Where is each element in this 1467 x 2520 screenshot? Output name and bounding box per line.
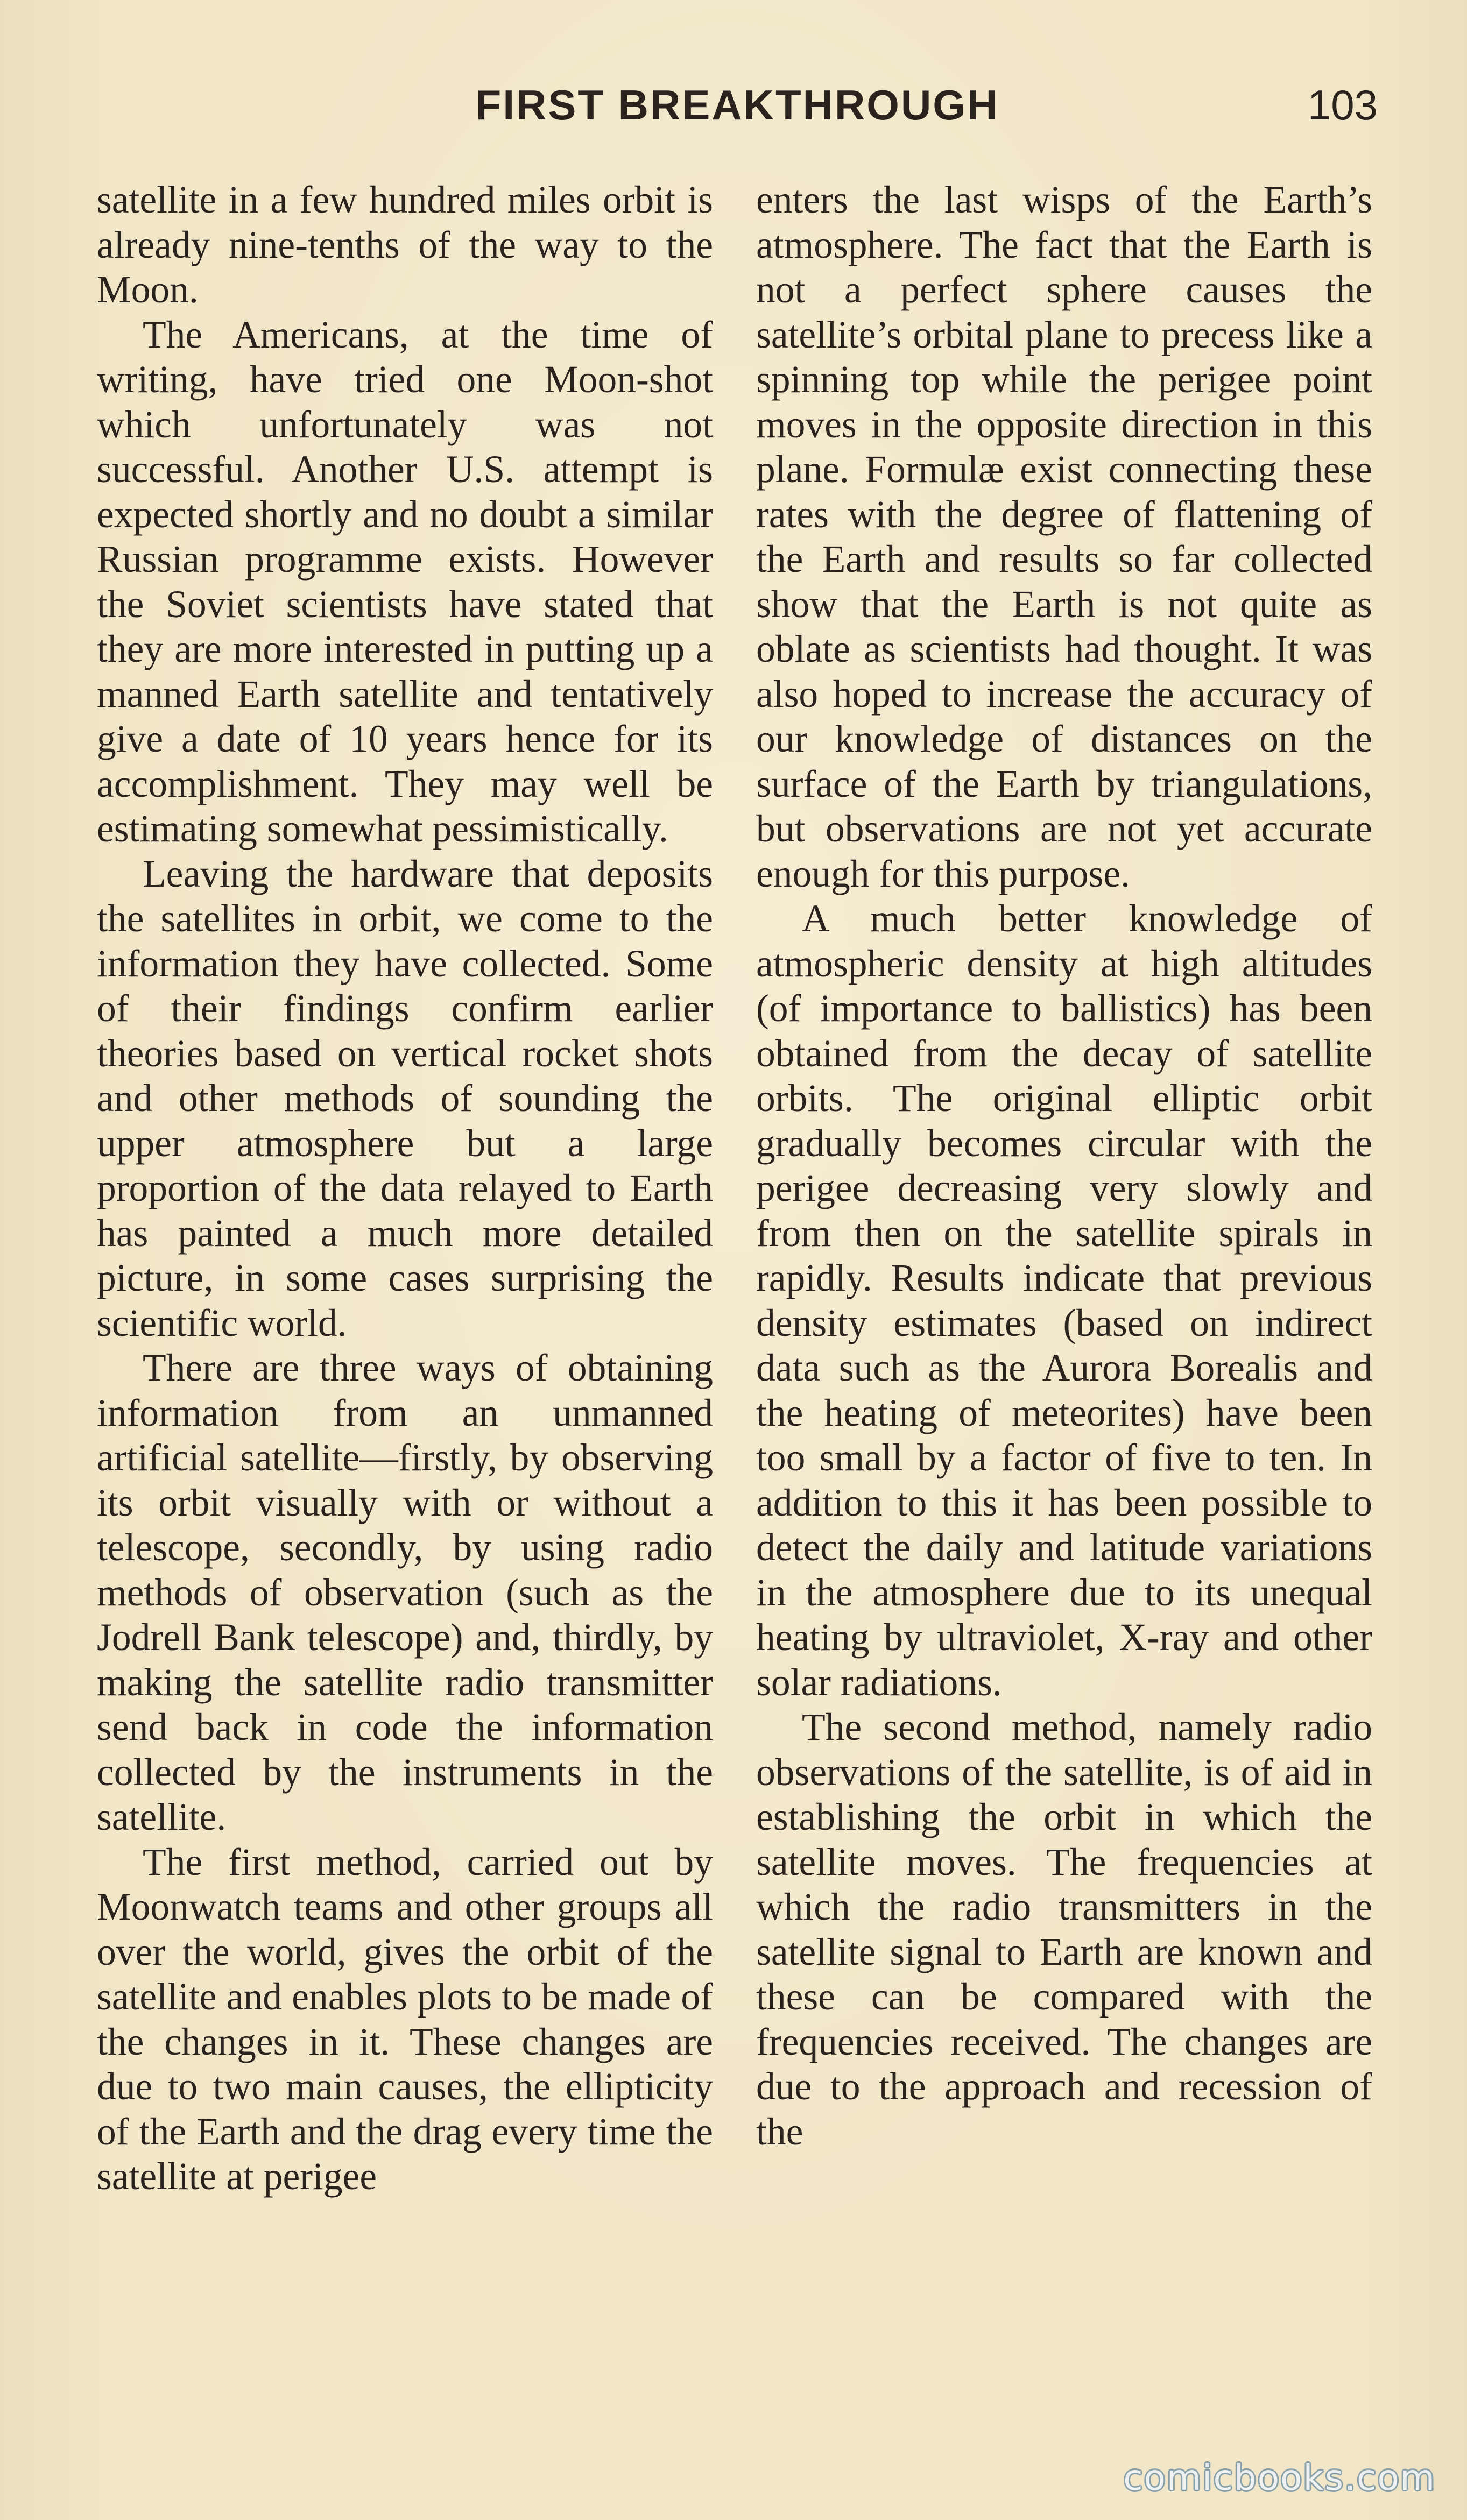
- paragraph: The first method, carried out by Moonwatch teams and other groups all over the world, gives the orbit of the satellite and enables plots to be made of the changes in it. These changes are due to two main causes, the ellipticity of the Earth and the drag every time the satellite at perigee: [97, 1841, 713, 2198]
- page-number: 103: [1307, 81, 1378, 129]
- running-head: [97, 81, 1378, 140]
- paragraph-continued: enters the last wisps of the Earth’s atmosphere. The fact that the Earth is not a perfect sphere causes the satellite’s orbital plane to precess like a spinning top while the perigee point moves in the opposite direction in this plane. Formulæ exist connecting these rates with the degree of flattening of the Earth and results so far collected show that the Earth is not quite as oblate as scientists had thought. It was also hoped to increase the accuracy of our knowledge of distances on the surface of the Earth by triangulations, but observations are not yet accurate enough for this purpose.: [756, 179, 1372, 895]
- paragraph: A much better knowledge of atmospheric density at high altitudes (of importance to ballistics) has been obtained from the decay of satellite orbits. The original elliptic orbit gradually becomes circular with the perigee decreasing very slowly and from then on the satellite spirals in rapidly. Results indicate that previous density estimates (based on indirect data such as the Aurora Borealis and the heating of meteorites) have been too small by a factor of five to ten. In addition to this it has been possible to detect the daily and latitude variations in the atmosphere due to its unequal heating by ultraviolet, X-ray and other solar radiations.: [756, 897, 1372, 1704]
- paragraph: The second method, namely radio observations of the satellite, is of aid in establishing the orbit in which the satellite moves. The frequencies at which the radio transmitters in the satellite signal to Earth are known and these can be compared with the frequencies received. The changes are due to the approach and recession of the: [756, 1706, 1372, 2153]
- paragraph: Leaving the hardware that deposits the satellites in orbit, we come to the information they have collected. Some of their findings confirm earlier theories based on vertical rocket shots and other methods of sounding the upper atmosphere but a large proportion of the data relayed to Earth has painted a much more detailed picture, in some cases surprising the scientific world.: [97, 852, 713, 1344]
- right-column: [756, 178, 1372, 2154]
- paragraph: The Americans, at the time of writing, have tried one Moon-shot which unfortunately was not successful. Another U.S. attempt is expected shortly and no doubt a similar Russian programme exists. However the Soviet scientists have stated that they are more interested in putting up a manned Earth satellite and tentatively give a date of 10 years hence for its accomplishment. They may well be estimating somewhat pessimistically.: [97, 313, 713, 850]
- site-watermark: comicbooks.com: [1123, 2457, 1436, 2498]
- paragraph-continued: satellite in a few hundred miles orbit is already nine-tenths of the way to the Moon.: [97, 179, 713, 311]
- left-column: [97, 178, 713, 2199]
- paragraph: There are three ways of obtaining information from an unmanned artificial satellite—firstly, by observing its orbit visually with or without a telescope, secondly, by using radio methods of observation (such as the Jodrell Bank telescope) and, thirdly, by making the satellite radio transmitter send back in code the information collected by the instruments in the satellite.: [97, 1347, 713, 1838]
- chapter-title: FIRST BREAKTHROUGH: [475, 81, 999, 129]
